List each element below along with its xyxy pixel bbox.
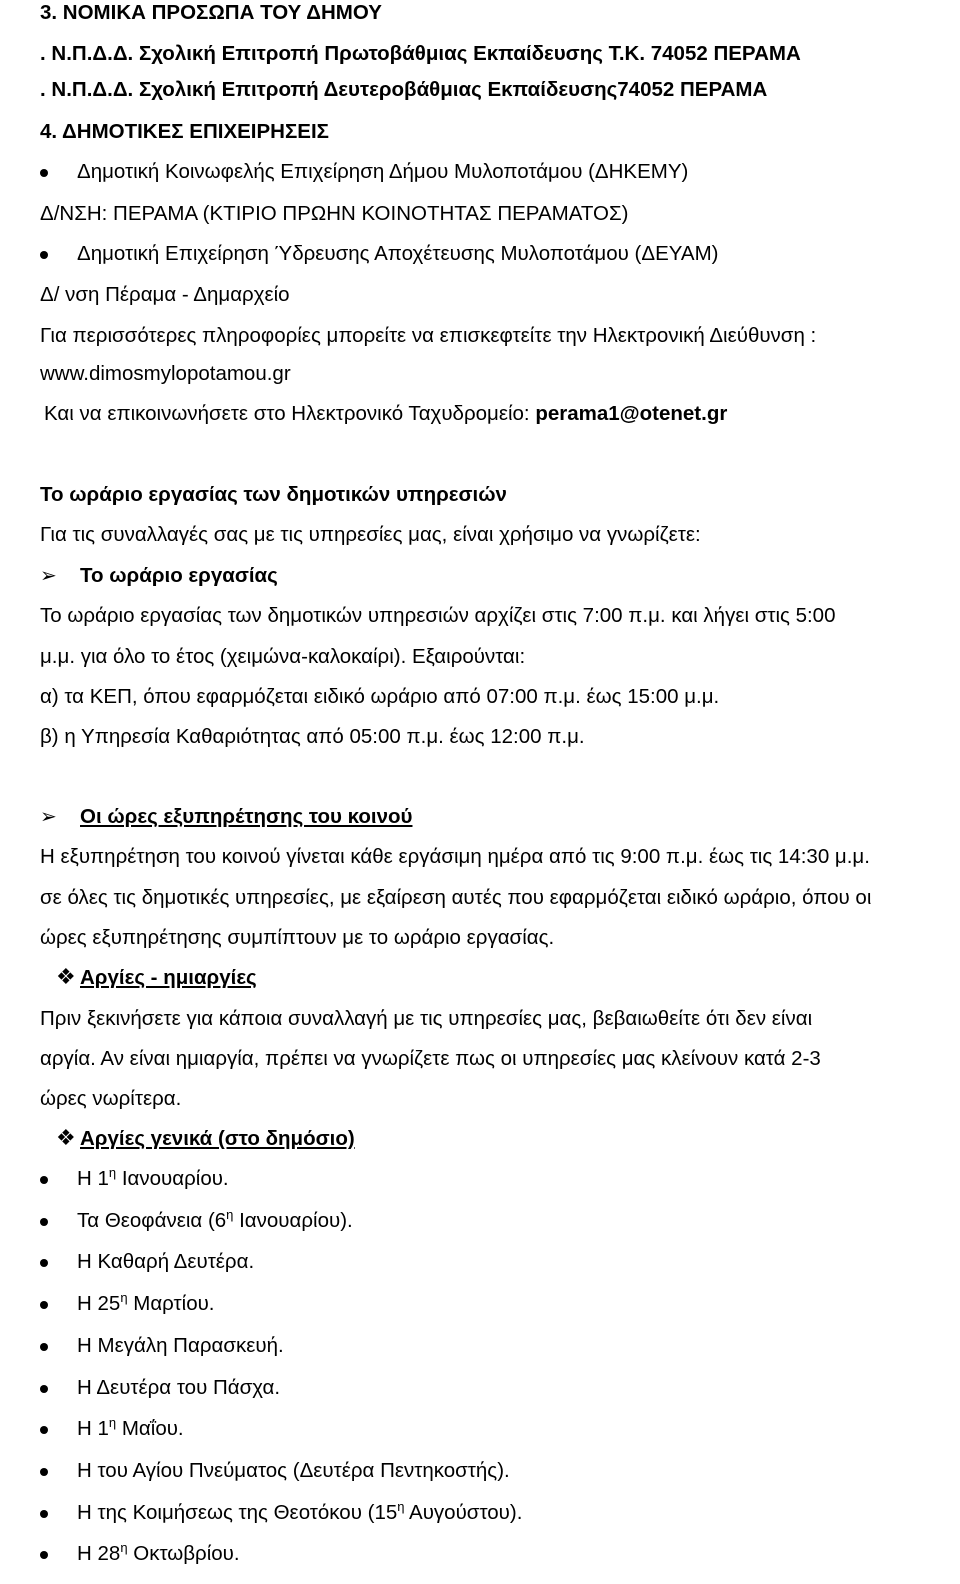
holiday-text: Μαρτίου. — [127, 1292, 215, 1315]
service-text: Η εξυπηρέτηση του κοινού γίνεται κάθε εργάσιμη ημέρα από τις 9:00 π.μ. έως τις 14:30 μ.μ. — [40, 845, 870, 868]
bullet-icon — [40, 1301, 48, 1309]
holiday-text: Μαΐου. — [116, 1417, 184, 1440]
ordinal-suffix: η — [226, 1207, 234, 1222]
holiday-item — [77, 1459, 510, 1483]
holiday-item — [77, 1501, 522, 1527]
section-3-title: 3. ΝΟΜΙΚΑ ΠΡΟΣΩΠΑ ΤΟΥ ΔΗΜΟΥ — [40, 1, 382, 24]
holiday-text: Η 1 — [77, 1167, 109, 1190]
service-text: ώρες εξυπηρέτησης συμπίπτουν με το ωράριο εργασίας. — [40, 926, 555, 949]
hours-text: α) τα ΚΕΠ, όπου εφαρμόζεται ειδικό ωράριο από 07:00 π.μ. έως 15:00 μ.μ. — [40, 685, 720, 708]
service-text: σε όλες τις δημοτικές υπηρεσίες, με εξαίρεση αυτές που εφαρμόζεται ειδικό ωράριο, όπου οι — [40, 886, 872, 909]
holidays-text: Πριν ξεκινήσετε για κάποια συναλλαγή με τις υπηρεσίες μας, βεβαιωθείτε ότι δεν είναι — [40, 1007, 813, 1030]
arrow-bullet-icon: ➢ — [40, 806, 57, 828]
arrow-bullet-icon: ➢ — [40, 565, 57, 587]
holiday-item — [77, 1209, 353, 1235]
holiday-text: Αυγούστου). — [404, 1501, 523, 1524]
working-hours-subheading: Το ωράριο εργασίας — [80, 564, 278, 587]
holidays-text: αργία. Αν είναι ημιαργία, πρέπει να γνωρίζετε πως οι υπηρεσίες μας κλείνουν κατά 2-3 — [40, 1047, 821, 1070]
holidays-heading: Αργίες - ημιαργίες — [80, 966, 257, 989]
holiday-text: Η 25 — [77, 1292, 121, 1315]
service-hours-subheading: Οι ώρες εξυπηρέτησης του κοινού — [80, 805, 413, 828]
diamond-bullet-icon: ❖ — [56, 1125, 76, 1150]
holiday-item — [77, 1334, 284, 1358]
ordinal-suffix: η — [120, 1540, 128, 1555]
enterprise-item: Δημοτική Επιχείρηση Ύδρευσης Αποχέτευσης Μυλοποτάμου (ΔΕΥΑΜ) — [77, 242, 719, 265]
bullet-icon — [40, 1468, 48, 1476]
diamond-bullet-icon: ❖ — [56, 964, 76, 989]
section-3-item: . Ν.Π.Δ.Δ. Σχολική Επιτροπή Δευτεροβάθμιας Εκπαίδευσης74052 ΠΕΡΑΜΑ — [40, 78, 768, 101]
hours-text: β) η Υπηρεσία Καθαριότητας από 05:00 π.μ. έως 12:00 π.μ. — [40, 725, 585, 748]
holiday-item — [77, 1250, 254, 1274]
email-line — [44, 402, 727, 426]
email-label: Και να επικοινωνήσετε στο Ηλεκτρονικό Ταχυδρομείο: — [44, 402, 536, 425]
bullet-icon — [40, 1218, 48, 1226]
holiday-text: Η Καθαρή Δευτέρα. — [77, 1250, 255, 1273]
holiday-text: Ιανουαρίου. — [116, 1167, 229, 1190]
holiday-item — [77, 1417, 184, 1443]
holiday-item — [77, 1376, 280, 1400]
holiday-text: Η 28 — [77, 1542, 121, 1565]
bullet-icon — [40, 1426, 48, 1434]
holiday-item — [77, 1542, 240, 1568]
section-4-title: 4. ΔΗΜΟΤΙΚΕΣ ΕΠΙΧΕΙΡΗΣΕΙΣ — [40, 120, 329, 143]
holiday-text: Η Δευτέρα του Πάσχα. — [77, 1376, 281, 1399]
holiday-text: Οκτωβρίου. — [127, 1542, 240, 1565]
bullet-icon — [40, 1176, 48, 1184]
hours-heading: Το ωράριο εργασίας των δημοτικών υπηρεσιών — [40, 483, 507, 506]
enterprise-item: Δημοτική Κοινωφελής Επιχείρηση Δήμου Μυλοποτάμου (ΔΗΚΕΜΥ) — [77, 160, 689, 183]
bullet-icon — [40, 169, 48, 177]
bullet-icon — [40, 251, 48, 259]
holiday-text: Τα Θεοφάνεια (6 — [77, 1209, 227, 1232]
ordinal-suffix: η — [108, 1415, 117, 1430]
enterprise-address: Δ/ΝΣΗ: ΠΕΡΑΜΑ (ΚΤΙΡΙΟ ΠΡΩΗΝ ΚΟΙΝΟΤΗΤΑΣ ΠΕΡΑΜΑΤΟΣ) — [40, 202, 629, 225]
holiday-text: Ιανουαρίου). — [233, 1209, 353, 1232]
ordinal-suffix: η — [120, 1290, 128, 1305]
holiday-text: Η του Αγίου Πνεύματος (Δευτέρα Πεντηκοστής). — [77, 1459, 510, 1482]
holiday-text: Η της Κοιμήσεως της Θεοτόκου (15 — [77, 1501, 398, 1524]
holiday-text: Η 1 — [77, 1417, 109, 1440]
holiday-text: Η Μεγάλη Παρασκευή. — [77, 1334, 284, 1357]
bullet-icon — [40, 1510, 48, 1518]
bullet-icon — [40, 1551, 48, 1559]
hours-text: Το ωράριο εργασίας των δημοτικών υπηρεσιών αρχίζει στις 7:00 π.μ. και λήγει στις 5:00 — [40, 604, 836, 627]
holiday-item — [77, 1292, 215, 1318]
info-text: Για περισσότερες πληροφορίες μπορείτε να επισκεφτείτε την Ηλεκτρονική Διεύθυνση : — [40, 324, 817, 347]
ordinal-suffix: η — [397, 1499, 405, 1514]
bullet-icon — [40, 1385, 48, 1393]
email-link[interactable]: perama1@otenet.gr — [535, 402, 728, 425]
hours-intro: Για τις συναλλαγές σας με τις υπηρεσίες μας, είναι χρήσιμο να γνωρίζετε: — [40, 523, 701, 546]
holidays-text: ώρες νωρίτερα. — [40, 1087, 182, 1110]
enterprise-address: Δ/ νση Πέραμα - Δημαρχείο — [40, 283, 290, 306]
general-holidays-heading: Αργίες γενικά (στο δημόσιο) — [80, 1127, 355, 1150]
section-3-item: . Ν.Π.Δ.Δ. Σχολική Επιτροπή Πρωτοβάθμιας Εκπαίδευσης Τ.Κ. 74052 ΠΕΡΑΜΑ — [40, 42, 801, 65]
hours-text: μ.μ. για όλο το έτος (χειμώνα-καλοκαίρι). Εξαιρούνται: — [40, 645, 526, 668]
website-link[interactable]: www.dimosmylopotamou.gr — [40, 362, 291, 385]
bullet-icon — [40, 1259, 48, 1267]
holiday-item — [77, 1167, 229, 1193]
ordinal-suffix: η — [108, 1165, 117, 1180]
bullet-icon — [40, 1343, 48, 1351]
